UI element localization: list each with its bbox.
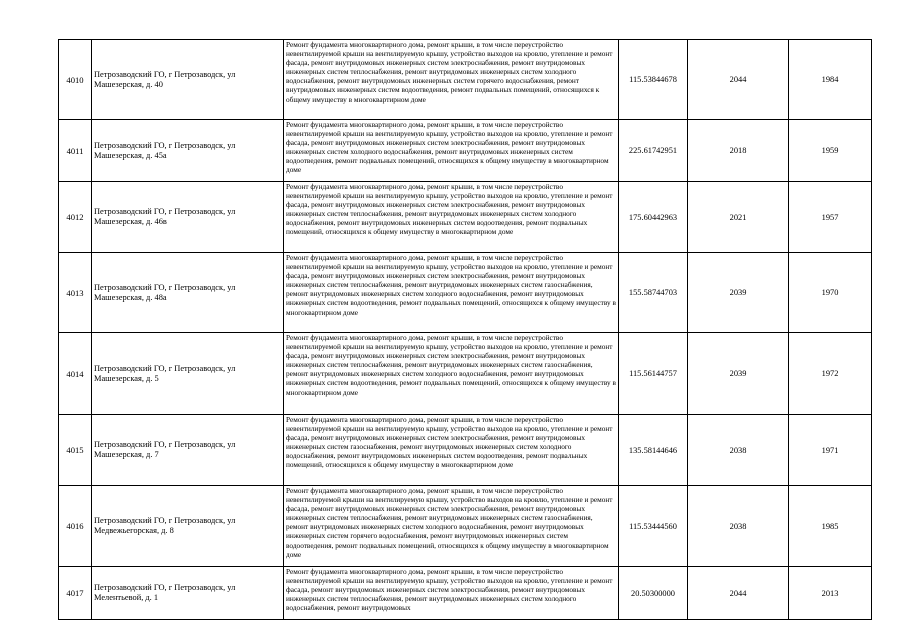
table-row [59, 182, 872, 253]
works-cell [284, 486, 619, 567]
works-cell [284, 253, 619, 333]
works-text: Ремонт фундамента многоквартирного дома, ремонт крыши, в том числе переустройство невентилируемой крыши на вентилируемую крышу, устройство выходов на кровлю, утепление и ремонт фасада, ремонт внутридомовых инженерных систем электроснабжения, ремонт внутридомовых инженерных систем теплоснабжения, ремонт внутридомовых инженерных систем холодного водоснабжения, ремонт внутридомовых инженерных систем водоотведения, ремонт подвальных помещений, относящихся к общему имуществу в многоквартирном доме [286, 182, 613, 237]
built-year-cell: 1971 [789, 415, 872, 486]
row-number: 4010 [59, 40, 92, 120]
works-cell [284, 40, 619, 120]
works-cell [284, 333, 619, 415]
capital-repair-table [58, 39, 872, 620]
built-year-cell: 2013 [789, 567, 872, 620]
planned-year-cell: 2038 [688, 486, 789, 567]
row-number: 4014 [59, 333, 92, 415]
planned-year-cell: 2039 [688, 333, 789, 415]
address-cell: Петрозаводский ГО, г Петрозаводск, ул Медвежьегорская, д. 8 [92, 486, 284, 567]
address-cell: Петрозаводский ГО, г Петрозаводск, ул Машезерская, д. 7 [92, 415, 284, 486]
row-number: 4011 [59, 120, 92, 182]
planned-year-cell: 2044 [688, 567, 789, 620]
value-cell: 135.58144646 [619, 415, 688, 486]
works-cell [284, 567, 619, 620]
built-year-cell: 1957 [789, 182, 872, 253]
built-year-cell: 1985 [789, 486, 872, 567]
value-cell: 20.50300000 [619, 567, 688, 620]
planned-year-cell: 2038 [688, 415, 789, 486]
table-body [59, 40, 872, 620]
table-row [59, 253, 872, 333]
table-row [59, 486, 872, 567]
planned-year-cell: 2018 [688, 120, 789, 182]
works-text: Ремонт фундамента многоквартирного дома, ремонт крыши, в том числе переустройство невентилируемой крыши на вентилируемую крышу, устройство выходов на кровлю, утепление и ремонт фасада, ремонт внутридомовых инженерных систем электроснабжения, ремонт внутридомовых инженерных систем теплоснабжения, ремонт внутридомовых инженерных систем холодного водоснабжения, ремонт внутридомовых инженерных систем горячего водоснабжения, ремонт внутридомовых инженерных систем водоотведения, ремонт подвальных помещений, относящихся к общему имуществу в многоквартирном доме [286, 40, 613, 104]
row-number: 4015 [59, 415, 92, 486]
address-cell: Петрозаводский ГО, г Петрозаводск, ул Машезерская, д. 5 [92, 333, 284, 415]
works-text: Ремонт фундамента многоквартирного дома, ремонт крыши, в том числе переустройство невентилируемой крыши на вентилируемую крышу, устройство выходов на кровлю, утепление и ремонт фасада, ремонт внутридомовых инженерных систем электроснабжения, ремонт внутридомовых инженерных систем холодного водоснабжения, ремонт внутридомовых инженерных систем водоотведения, ремонт подвальных помещений, относящихся к общему имуществу в многоквартирном доме [286, 120, 613, 175]
table-row [59, 120, 872, 182]
works-text: Ремонт фундамента многоквартирного дома, ремонт крыши, в том числе переустройство невентилируемой крыши на вентилируемую крышу, устройство выходов на кровлю, утепление и ремонт фасада, ремонт внутридомовых инженерных систем электроснабжения, ремонт внутридомовых инженерных систем теплоснабжения, ремонт внутридомовых инженерных систем газоснабжения, ремонт внутридомовых инженерных систем холодного водоснабжения, ремонт внутридомовых инженерных систем горячего водоснабжения, ремонт внутридомовых инженерных систем водоотведения, ремонт подвальных помещений, относящихся к общему имуществу в многоквартирном доме [286, 486, 613, 559]
row-number: 4013 [59, 253, 92, 333]
value-cell: 155.58744703 [619, 253, 688, 333]
address-cell: Петрозаводский ГО, г Петрозаводск, ул Машезерская, д. 40 [92, 40, 284, 120]
works-cell [284, 182, 619, 253]
table-row [59, 415, 872, 486]
planned-year-cell: 2039 [688, 253, 789, 333]
address-cell: Петрозаводский ГО, г Петрозаводск, ул Машезерская, д. 45а [92, 120, 284, 182]
row-number: 4017 [59, 567, 92, 620]
works-text: Ремонт фундамента многоквартирного дома, ремонт крыши, в том числе переустройство невентилируемой крыши на вентилируемую крышу, устройство выходов на кровлю, утепление и ремонт фасада, ремонт внутридомовых инженерных систем электроснабжения, ремонт внутридомовых инженерных систем теплоснабжения, ремонт внутридомовых инженерных систем холодного водоснабжения, ремонт внутридомовых [286, 567, 613, 613]
planned-year-cell: 2044 [688, 40, 789, 120]
built-year-cell: 1972 [789, 333, 872, 415]
table-row [59, 333, 872, 415]
built-year-cell: 1984 [789, 40, 872, 120]
value-cell: 225.61742951 [619, 120, 688, 182]
built-year-cell: 1959 [789, 120, 872, 182]
works-text: Ремонт фундамента многоквартирного дома, ремонт крыши, в том числе переустройство невентилируемой крыши на вентилируемую крышу, устройство выходов на кровлю, утепление и ремонт фасада, ремонт внутридомовых инженерных систем электроснабжения, ремонт внутридомовых инженерных систем теплоснабжения, ремонт внутридомовых инженерных систем газоснабжения, ремонт внутридомовых инженерных систем холодного водоснабжения, ремонт внутридомовых инженерных систем водоотведения, ремонт подвальных помещений, относящихся к общему имуществу в многоквартирном доме [286, 333, 616, 397]
table-row [59, 40, 872, 120]
address-cell: Петрозаводский ГО, г Петрозаводск, ул Машезерская, д. 48а [92, 253, 284, 333]
works-cell [284, 415, 619, 486]
value-cell: 175.60442963 [619, 182, 688, 253]
value-cell: 115.53444560 [619, 486, 688, 567]
works-text: Ремонт фундамента многоквартирного дома, ремонт крыши, в том числе переустройство невентилируемой крыши на вентилируемую крышу, устройство выходов на кровлю, утепление и ремонт фасада, ремонт внутридомовых инженерных систем электроснабжения, ремонт внутридомовых инженерных систем газоснабжения, ремонт внутридомовых инженерных систем холодного водоснабжения, ремонт внутридомовых инженерных систем водоотведения, ремонт подвальных помещений, относящихся к общему имуществу в многоквартирном доме [286, 415, 613, 470]
address-cell: Петрозаводский ГО, г Петрозаводск, ул Машезерская, д. 46в [92, 182, 284, 253]
address-cell: Петрозаводский ГО, г Петрозаводск, ул Мелентьевой, д. 1 [92, 567, 284, 620]
built-year-cell: 1970 [789, 253, 872, 333]
works-text: Ремонт фундамента многоквартирного дома, ремонт крыши, в том числе переустройство невентилируемой крыши на вентилируемую крышу, устройство выходов на кровлю, утепление и ремонт фасада, ремонт внутридомовых инженерных систем электроснабжения, ремонт внутридомовых инженерных систем теплоснабжения, ремонт внутридомовых инженерных систем газоснабжения, ремонт внутридомовых инженерных систем холодного водоснабжения, ремонт внутридомовых инженерных систем водоотведения, ремонт подвальных помещений, относящихся к общему имуществу в многоквартирном доме [286, 253, 616, 317]
row-number: 4012 [59, 182, 92, 253]
value-cell: 115.56144757 [619, 333, 688, 415]
value-cell: 115.53844678 [619, 40, 688, 120]
table-row [59, 567, 872, 620]
planned-year-cell: 2021 [688, 182, 789, 253]
row-number: 4016 [59, 486, 92, 567]
works-cell [284, 120, 619, 182]
